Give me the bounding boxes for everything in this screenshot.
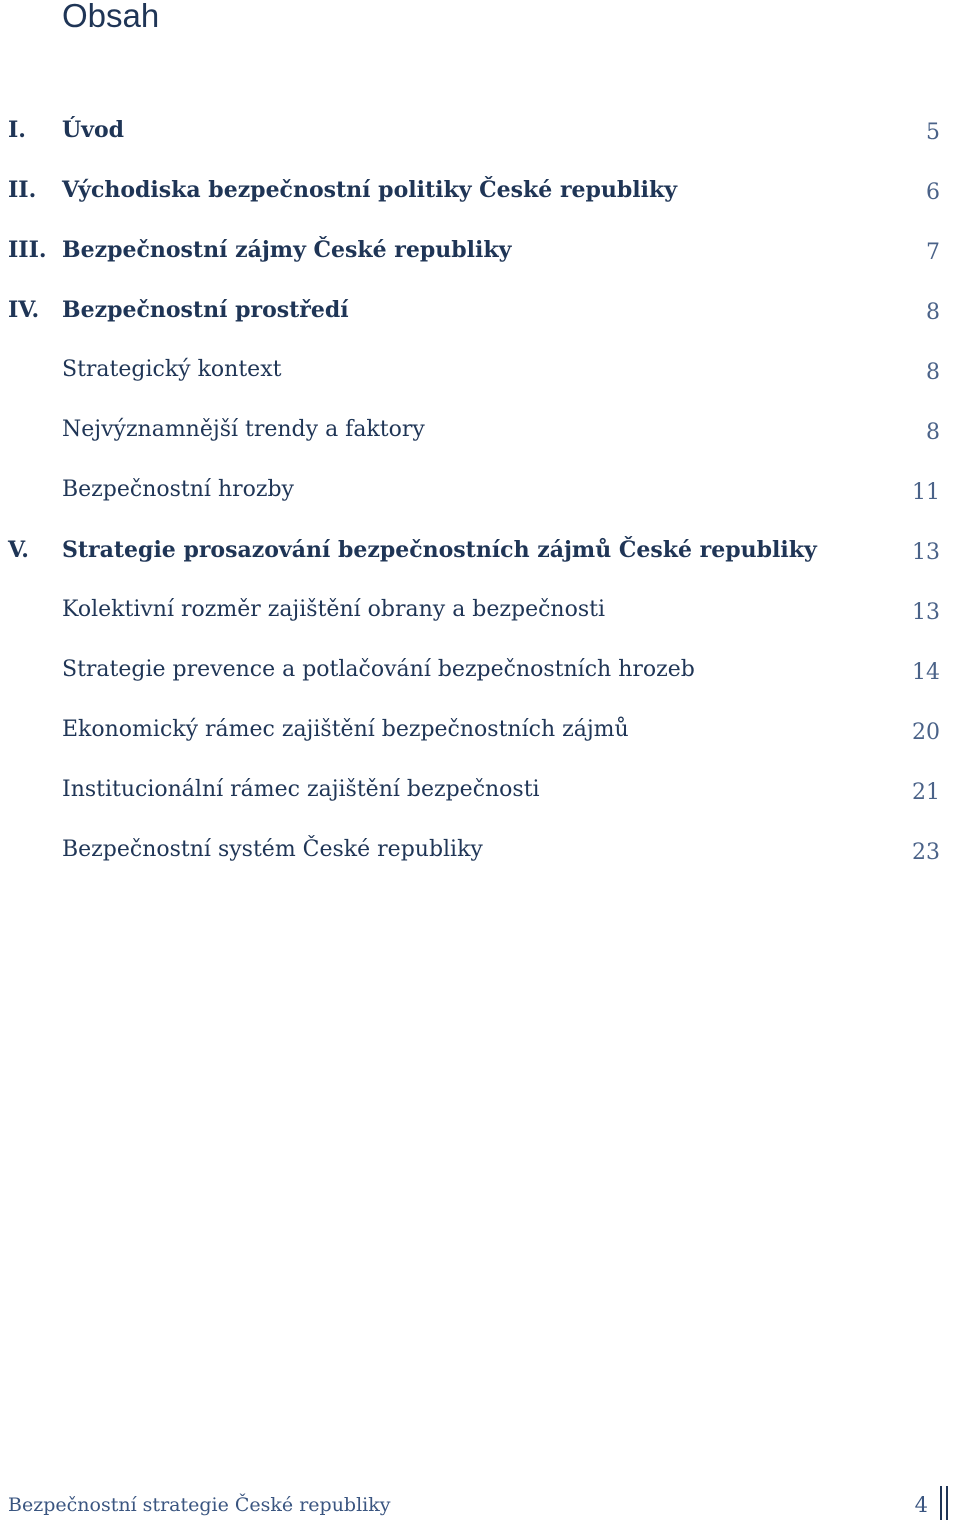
toc-entry-label[interactable]: Kolektivní rozměr zajištění obrany a bezpečnosti (62, 597, 605, 622)
page-footer (8, 1486, 952, 1522)
page-title: Obsah (62, 0, 160, 34)
toc-entry-ekonomicky-ramec[interactable] (0, 708, 960, 768)
toc-entry-number: IV. (8, 297, 40, 323)
toc-entry-label[interactable]: Nejvýznamnější trendy a faktory (62, 417, 425, 442)
toc-entry-number: I. (8, 117, 26, 143)
toc-entry-label[interactable]: Strategický kontext (62, 357, 282, 382)
toc-entry-page: 13 (912, 600, 940, 625)
toc-entry-page: 14 (912, 660, 940, 685)
toc-entry-page: 23 (912, 840, 940, 865)
toc-entry-bezpecnostni-system[interactable] (0, 828, 960, 888)
toc-entry-label[interactable]: Strategie prosazování bezpečnostních zájmů České republiky (62, 537, 817, 563)
toc-entry-page: 21 (912, 780, 940, 805)
toc-entry-institucionalni-ramec[interactable] (0, 768, 960, 828)
footer-page-number: 4 (914, 1493, 928, 1517)
toc-entry-page: 6 (926, 180, 940, 205)
toc-entry-label[interactable]: Východiska bezpečnostní politiky České republiky (62, 177, 678, 203)
toc-entry-label[interactable]: Bezpečnostní hrozby (62, 477, 294, 502)
toc-entry-page: 8 (926, 360, 940, 385)
toc-entry-kolektivni-rozmer[interactable] (0, 588, 960, 648)
toc-entry-uvod[interactable] (0, 108, 960, 168)
toc-entry-page: 8 (926, 420, 940, 445)
toc-entry-vychodiska[interactable] (0, 168, 960, 228)
toc-entry-bezpecnostni-hrozby[interactable] (0, 468, 960, 528)
footer-document-title: Bezpečnostní strategie České republiky (8, 1494, 391, 1516)
toc-entry-bezpecnostni-zajmy[interactable] (0, 228, 960, 288)
toc-entry-strategie-prevence[interactable] (0, 648, 960, 708)
toc-entry-strategie-prosazovani[interactable] (0, 528, 960, 588)
table-of-contents (0, 108, 960, 888)
toc-entry-label[interactable]: Bezpečnostní systém České republiky (62, 837, 483, 862)
toc-entry-page: 7 (926, 240, 940, 265)
toc-entry-page: 8 (926, 300, 940, 325)
footer-divider (946, 1486, 948, 1520)
toc-entry-label[interactable]: Bezpečnostní prostředí (62, 297, 349, 323)
toc-entry-number: II. (8, 177, 37, 203)
toc-entry-label[interactable]: Ekonomický rámec zajištění bezpečnostních zájmů (62, 717, 629, 742)
toc-entry-label[interactable]: Strategie prevence a potlačování bezpečnostních hrozeb (62, 657, 695, 682)
toc-entry-number: V. (8, 537, 29, 563)
toc-entry-label[interactable]: Úvod (62, 117, 125, 143)
toc-entry-page: 11 (912, 480, 940, 505)
toc-entry-strategicky-kontext[interactable] (0, 348, 960, 408)
toc-entry-bezpecnostni-prostredi[interactable] (0, 288, 960, 348)
toc-entry-page: 13 (912, 540, 940, 565)
toc-entry-page: 20 (912, 720, 940, 745)
toc-entry-number: III. (8, 237, 47, 263)
toc-entry-label[interactable]: Institucionální rámec zajištění bezpečnosti (62, 777, 540, 802)
toc-entry-page: 5 (926, 120, 940, 145)
toc-entry-label[interactable]: Bezpečnostní zájmy České republiky (62, 237, 512, 263)
toc-entry-trendy-a-faktory[interactable] (0, 408, 960, 468)
footer-divider (940, 1486, 942, 1520)
